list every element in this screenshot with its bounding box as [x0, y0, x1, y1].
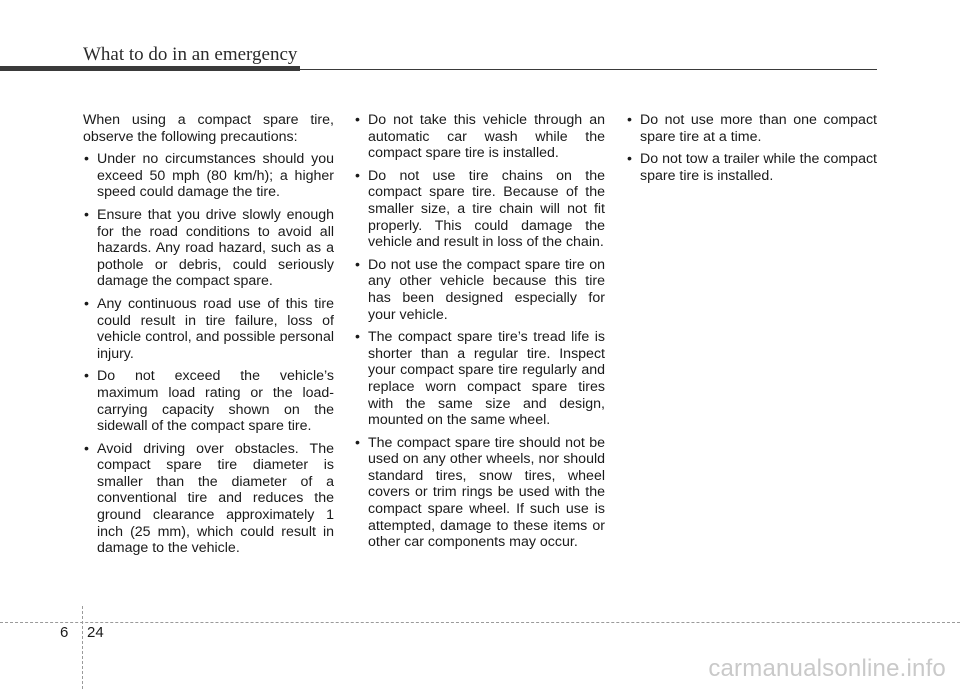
precaution-item: • Under no circumstances should you exceed 50 mph (80 km/h); a higher speed could damage the tire. — [83, 151, 334, 201]
intro-paragraph: When using a compact spare tire, observe the following precautions: — [83, 112, 334, 145]
precaution-item: • Do not take this vehicle through an automatic car wash while the compact spare tire is installed. — [354, 112, 605, 162]
section-title: What to do in an emergency — [83, 44, 298, 65]
precaution-list — [83, 151, 334, 557]
header-rule-thick — [0, 66, 300, 71]
precaution-item: • Do not use more than one compact spare tire at a time. — [626, 112, 877, 145]
precaution-item: • The compact spare tire’s tread life is shorter than a regular tire. Inspect your compact spare tire regularly and replace worn compact spare tires with the same size and design, mounted on the same wheel. — [354, 329, 605, 429]
footer-dashed-divider — [82, 606, 83, 689]
precaution-list — [354, 112, 605, 551]
precaution-item: • Do not tow a trailer while the compact spare tire is installed. — [626, 151, 877, 184]
text-column-2 — [354, 112, 605, 551]
precaution-item: • Do not use the compact spare tire on any other vehicle because this tire has been designed especially for your vehicle. — [354, 257, 605, 323]
text-column-1 — [83, 112, 334, 557]
text-column-3 — [626, 112, 877, 184]
header-rule-thin — [300, 69, 877, 70]
page-number: 24 — [87, 624, 104, 641]
precaution-item: • Do not use tire chains on the compact spare tire. Because of the smaller size, a tire chain will not fit properly. This could damage the vehicle and result in loss of the chain. — [354, 168, 605, 251]
precaution-list — [626, 112, 877, 184]
precaution-item: • Do not exceed the vehicle’s maximum load rating or the load-carrying capacity shown on the sidewall of the compact spare tire. — [83, 368, 334, 434]
site-watermark: carmanualsonline.info — [708, 655, 946, 682]
precaution-item: • Ensure that you drive slowly enough for the road conditions to avoid all hazards. Any road hazard, such as a pothole or debris, could seriously damage the compact spare. — [83, 207, 334, 290]
chapter-number: 6 — [60, 624, 69, 641]
footer-dashed-rule — [0, 622, 960, 623]
precaution-item: • Any continuous road use of this tire could result in tire failure, loss of vehicle control, and possible personal injury. — [83, 296, 334, 362]
precaution-item: • The compact spare tire should not be used on any other wheels, nor should standard tires, snow tires, wheel covers or trim rings be used with the compact spare wheel. If such use is attempted, damage to these items or other car components may occur. — [354, 435, 605, 551]
precaution-item: • Avoid driving over obstacles. The compact spare tire diameter is smaller than the diameter of a conventional tire and reduces the ground clearance approximately 1 inch (25 mm), which could result in damage to the vehicle. — [83, 441, 334, 557]
